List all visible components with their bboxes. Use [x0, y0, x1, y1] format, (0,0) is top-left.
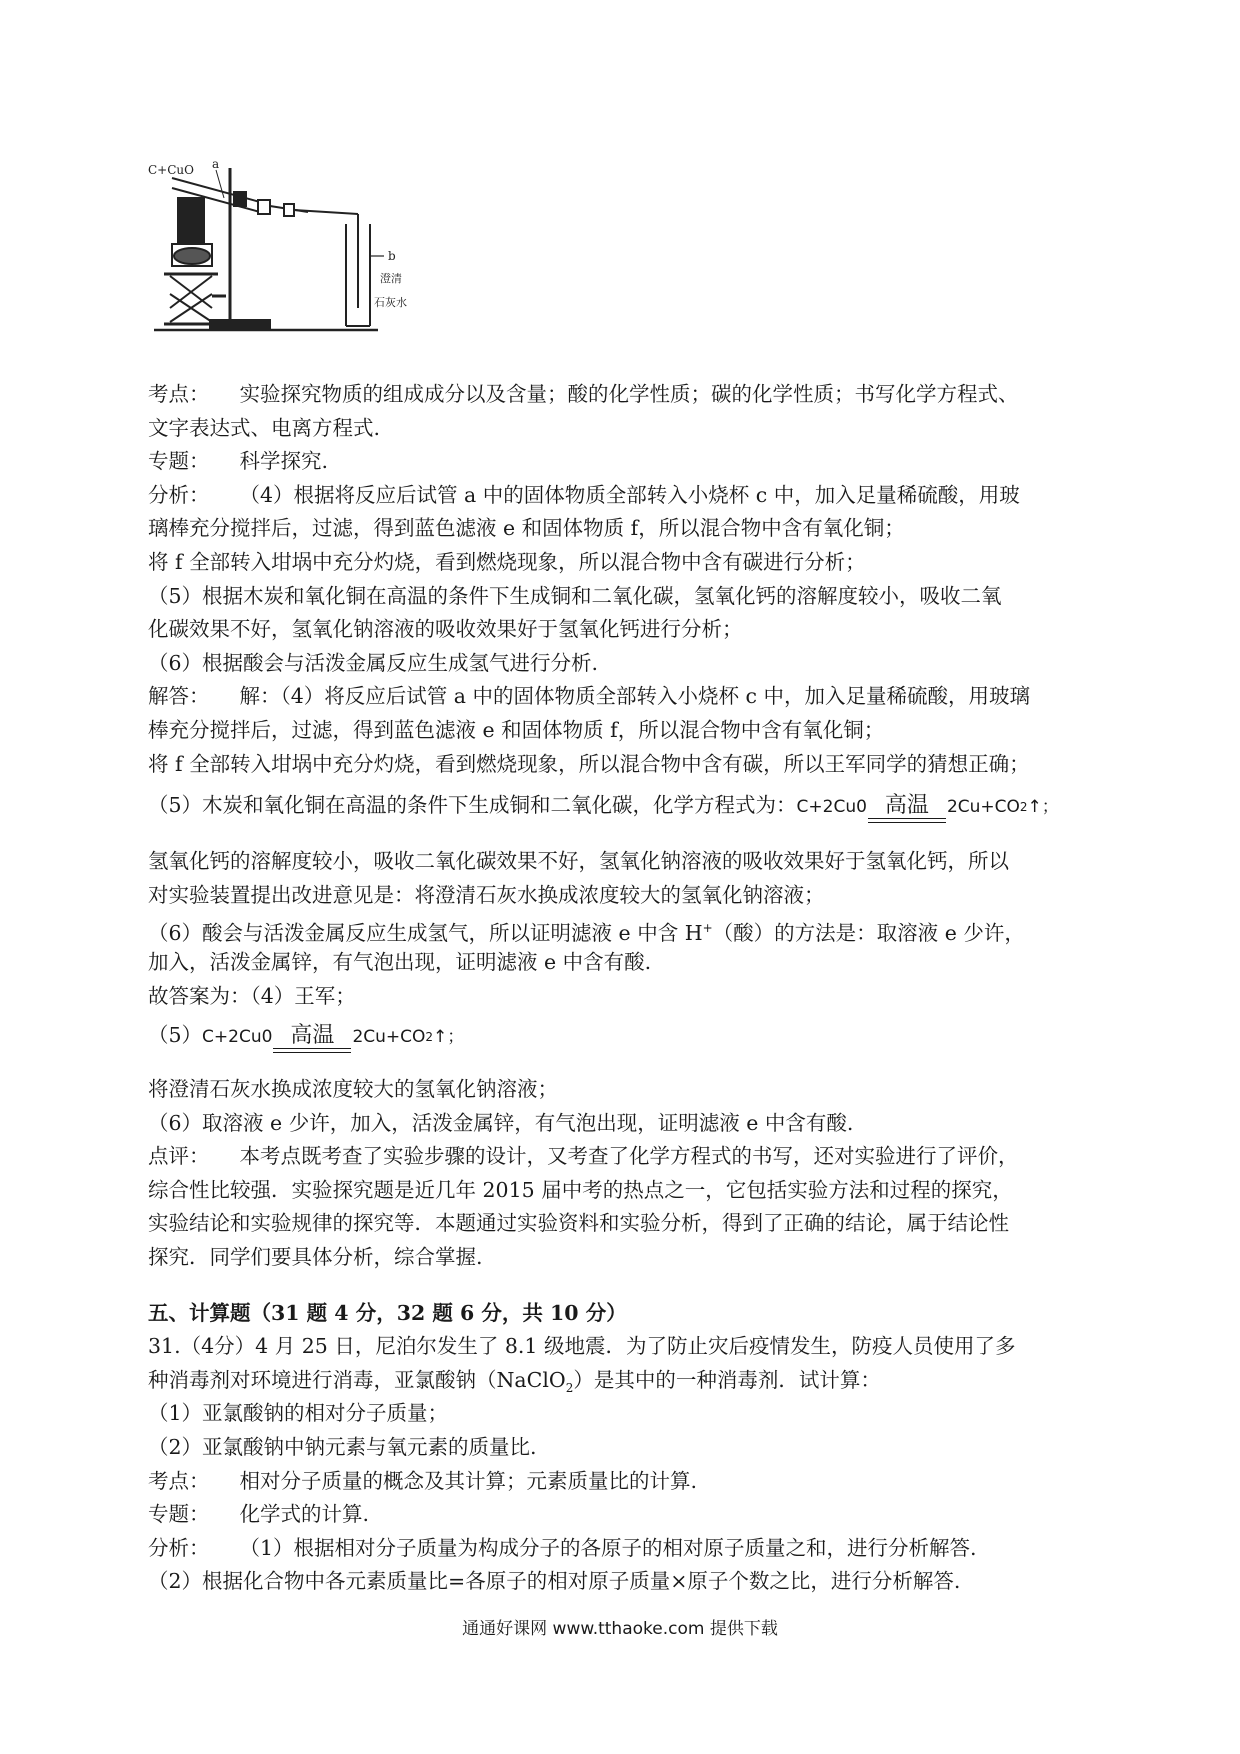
figure-label-liquid-2: 石灰水: [374, 296, 407, 309]
q31-text-2a: 种消毒剂对环境进行消毒，亚氯酸钠（NaClO: [148, 1367, 566, 1392]
eq2-double-line: [273, 1048, 351, 1053]
chemical-equation-2: [202, 1021, 464, 1055]
zhuanti-label: 专题：: [148, 449, 210, 474]
jieda-text-2: 棒充分搅拌后，过滤，得到蓝色滤液 e 和固体物质 f，所以混合物中含有氧化铜；: [148, 717, 885, 742]
section-title: 五、计算题（31 题 4 分，32 题 6 分，共 10 分）: [148, 1300, 627, 1325]
s5-fenxi-text-1: （1）根据相对分子质量为构成分子的各原子的相对原子质量之和，进行分析解答.: [239, 1535, 977, 1560]
fenxi-line-1: [148, 479, 1092, 513]
figure-label-liquid-1: 澄清: [380, 272, 402, 285]
dianping-text-2: 综合性比较强．实验探究题是近几年 2015 届中考的热点之一，它包括实验方法和过程的探究，: [148, 1177, 1013, 1202]
q31-line-2: [148, 1364, 1092, 1398]
eq2-condition-block: [273, 1024, 351, 1053]
eq2-right: 2Cu+CO: [352, 1027, 426, 1048]
q31-text-2b: ）是其中的一种消毒剂．试计算：: [573, 1367, 881, 1392]
kaodian-text-1: 实验探究物质的组成成分以及含量；酸的化学性质；碳的化学性质；书写化学方程式、: [239, 382, 1019, 406]
jieda-text-5: 氢氧化钙的溶解度较小，吸收二氧化碳效果不好，氢氧化钠溶液的吸收效果好于氢氧化钙，所以: [148, 849, 1009, 874]
kaodian-text-2: 文字表达式、电离方程式.: [148, 415, 381, 440]
jieda-sup: +: [702, 921, 713, 936]
dianping-text-3: 实验结论和实验规律的探究等．本题通过实验资料和实验分析，得到了正确的结论，属于结论性: [148, 1211, 1009, 1236]
q31-text-1: 31.（4分）4 月 25 日，尼泊尔发生了 8.1 级地震．为了防止灾后疫情发生，防疫人员使用了多: [148, 1334, 1016, 1359]
answer-equation-line: [148, 1013, 1092, 1073]
eq-left: C+2Cu0: [796, 797, 867, 818]
s5-fenxi-text-2: （2）根据化合物中各元素质量比=各原子的相对原子质量×原子个数之比，进行分析解答.: [148, 1569, 961, 1594]
chemical-equation-1: [797, 791, 1059, 825]
jieda-equation-line: [148, 781, 1092, 845]
s5-kaodian-line: [148, 1465, 1092, 1499]
s5-kaodian-text: 相对分子质量的概念及其计算；元素质量比的计算.: [239, 1468, 698, 1493]
eq-condition-block: [868, 794, 946, 823]
kaodian-label: 考点：: [148, 382, 210, 406]
jieda-text-1: 解：（4）将反应后试管 a 中的固体物质全部转入小烧杯 c 中，加入足量稀硫酸，用玻璃: [239, 684, 1031, 709]
dianping-text-1: 本考点既考查了实验步骤的设计，又考查了化学方程式的书写，还对实验进行了评价，: [239, 1144, 1019, 1169]
s5-zhuanti-text: 化学式的计算.: [239, 1502, 370, 1527]
eq-double-line: [868, 818, 946, 823]
eq2-condition: 高温: [290, 1022, 335, 1048]
jieda-text-7a: （6）酸会与活泼金属反应生成氢气，所以证明滤液 e 中含 H: [148, 921, 703, 946]
page-footer: 通通好课网 www.tthaoke.com 提供下载: [462, 1619, 778, 1639]
jieda-text-8: 加入，活泼金属锌，有气泡出现，证明滤液 e 中含有酸.: [148, 949, 652, 974]
figure-label-a: a: [212, 158, 220, 171]
dianping-text-4: 探究．同学们要具体分析，综合掌握.: [148, 1245, 483, 1270]
s5-kaodian-label: 考点：: [148, 1468, 210, 1493]
dianping-line-1: [148, 1140, 1092, 1174]
jieda-text-3: 将 f 全部转入坩埚中充分灼烧，看到燃烧现象，所以混合物中含有碳，所以王军同学的猜想正确；: [148, 751, 1030, 776]
q31-text-4: （2）亚氯酸钠中钠元素与氧元素的质量比.: [148, 1435, 537, 1460]
fenxi-text-3: 将 f 全部转入坩埚中充分灼烧，看到燃烧现象，所以混合物中含有碳进行分析；: [148, 549, 866, 574]
apparatus-figure: [148, 158, 430, 334]
eq-sub: 2: [1019, 800, 1028, 815]
q31-sub: 2: [565, 1380, 574, 1395]
s5-zhuanti-label: 专题：: [148, 1502, 210, 1527]
fenxi-text-5: 化碳效果不好，氢氧化钠溶液的吸收效果好于氢氧化钙进行分析；: [148, 617, 743, 642]
eq2-sub: 2: [425, 1030, 434, 1045]
jieda-line-7: [148, 912, 1092, 946]
dianping-label: 点评：: [148, 1144, 210, 1169]
eq2-arrow: ↑；: [433, 1027, 465, 1048]
fenxi-text-6: （6）根据酸会与活泼金属反应生成氢气进行分析.: [148, 650, 599, 675]
eq-condition: 高温: [884, 792, 929, 818]
jieda-text-4: （5）木炭和氧化铜在高温的条件下生成铜和二氧化碳，化学方程式为：: [148, 793, 797, 818]
figure-label-reagent: C+CuO: [148, 163, 194, 177]
jieda-label: 解答：: [148, 684, 210, 709]
s5-fenxi-label: 分析：: [148, 1535, 210, 1560]
jieda-line-1: [148, 680, 1092, 714]
eq-right: 2Cu+CO: [946, 797, 1020, 818]
fenxi-text-1: （4）根据将反应后试管 a 中的固体物质全部转入小烧杯 c 中，加入足量稀硫酸，用玻: [239, 482, 1020, 507]
fenxi-label: 分析：: [148, 482, 210, 507]
fenxi-text-2: 璃棒充分搅拌后，过滤，得到蓝色滤液 e 和固体物质 f，所以混合物中含有氧化铜；: [148, 516, 905, 541]
kaodian-line-1: [148, 378, 1092, 412]
answer-text-1: 故答案为：（4）王军；: [148, 983, 356, 1008]
document-body: [148, 378, 1092, 1599]
answer-text-3: 将澄清石灰水换成浓度较大的氢氧化钠溶液；: [148, 1077, 558, 1102]
eq-arrow: ↑；: [1027, 797, 1059, 818]
figure-label-b: b: [388, 249, 396, 263]
s5-zhuanti-line: [148, 1498, 1092, 1532]
fenxi-text-4: （5）根据木炭和氧化铜在高温的条件下生成铜和二氧化碳，氢氧化钙的溶解度较小，吸收二氧: [148, 583, 1002, 608]
zhuanti-text: 科学探究.: [239, 449, 329, 474]
answer-prefix: （5）: [148, 1023, 203, 1048]
q31-text-3: （1）亚氯酸钠的相对分子质量；: [148, 1401, 449, 1426]
eq2-left: C+2Cu0: [202, 1027, 273, 1048]
zhuanti-line: [148, 445, 1092, 479]
s5-fenxi-line: [148, 1532, 1092, 1566]
jieda-text-7b: （酸）的方法是：取溶液 e 少许，: [712, 921, 1025, 946]
jieda-text-6: 对实验装置提出改进意见是：将澄清石灰水换成浓度较大的氢氧化钠溶液；: [148, 882, 825, 907]
answer-text-4: （6）取溶液 e 少许，加入，活泼金属锌，有气泡出现，证明滤液 e 中含有酸.: [148, 1110, 854, 1135]
